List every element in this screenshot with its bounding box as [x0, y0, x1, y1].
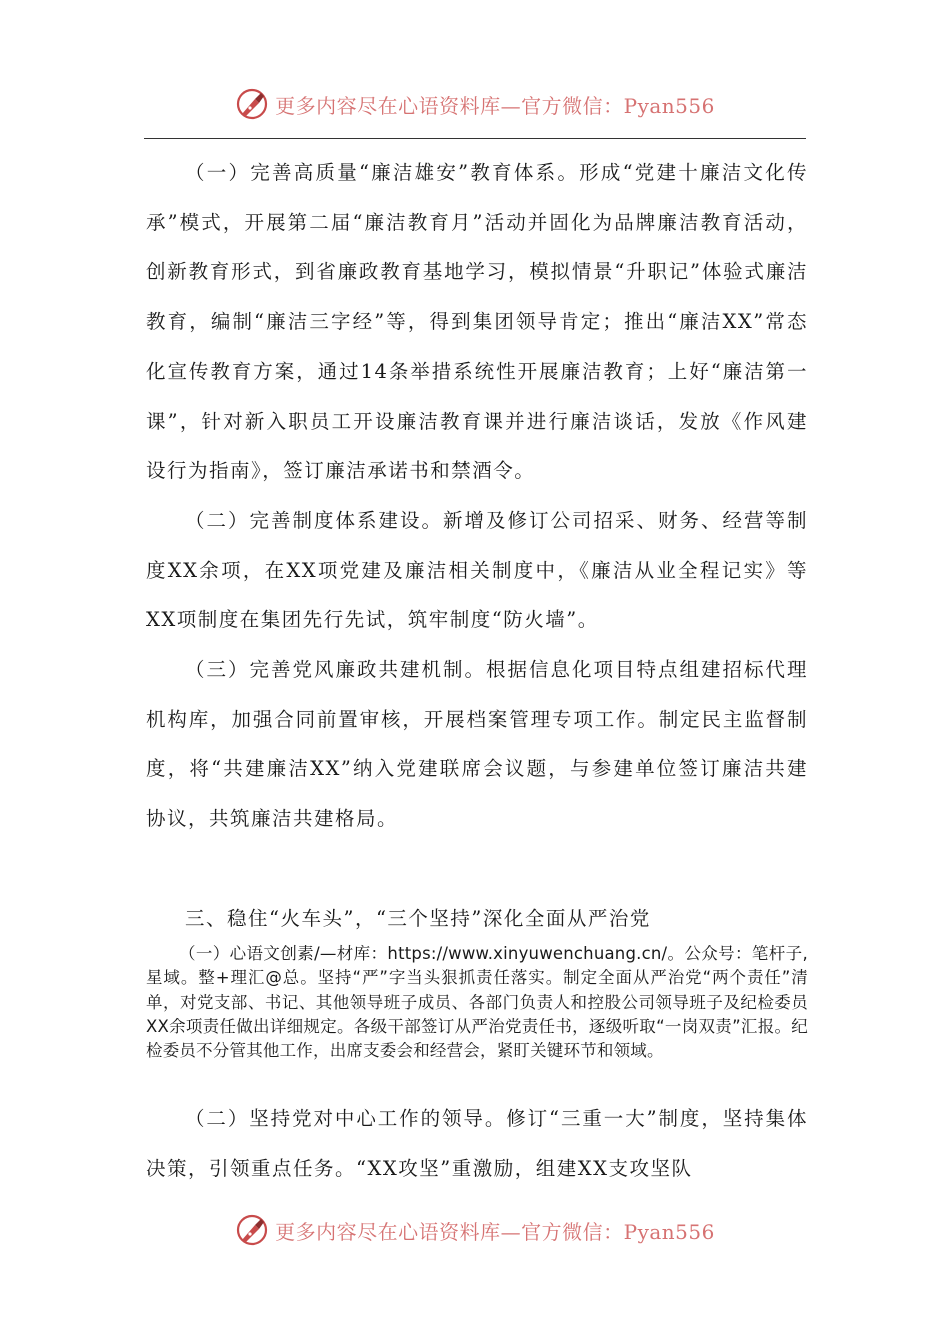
paragraph-5: （二）坚持党对中心工作的领导。修订“三重一大”制度，坚持集体决策，引领重点任务。“XX攻坚”重激励，组建XX支攻坚队 [146, 1107, 808, 1180]
watermark-banner-bottom [0, 1210, 950, 1250]
watermark-text-bottom: 更多内容尽在心语资料库—官方微信：Pyan556 [275, 1219, 715, 1244]
body-block-lower [146, 1094, 808, 1193]
paragraph-2: （二）完善制度体系建设。新增及修订公司招采、财务、经营等制度XX余项，在XX项党建及廉洁相关制度中，《廉洁从业全程记实》等XX项制度在集团先行先试，筑牢制度“防火墙”。 [146, 508, 808, 632]
pen-nib-logo-icon [235, 87, 269, 121]
section-heading-text: 三、稳住“火车头”，“三个坚持”深化全面从严治党 [185, 907, 651, 930]
section-heading [146, 894, 808, 944]
paragraph-4: （一）心语文创素/—材库：https://www.xinyuwenchuang.cn/。公众号：笔杆子,星域。整+理汇@总。坚持“严”字当头狠抓责任落实。制定全面从严治党“两个责任”清单，对党支部、书记、其他领导班子成员、各部门负责人和控股公司领导班子及纪检委员XX余项责任做出详细规定。各级干部签订从严治党责任书，逐级听取“一岗双责”汇报。纪检委员不分管其他工作，出席支委会和经营会，紧盯关键环节和领域。 [146, 944, 808, 1061]
pen-nib-logo-icon [235, 1213, 269, 1247]
body-block-upper [146, 148, 808, 844]
watermark-text-top: 更多内容尽在心语资料库—官方微信：Pyan556 [275, 93, 715, 118]
header-divider [144, 138, 806, 139]
body-block-small [146, 942, 808, 1063]
watermark-banner-top [0, 84, 950, 124]
paragraph-3: （三）完善党风廉政共建机制。根据信息化项目特点组建招标代理机构库，加强合同前置审核，开展档案管理专项工作。制定民主监督制度，将“共建廉洁XX”纳入党建联席会议题，与参建单位签订廉洁共建协议，共筑廉洁共建格局。 [146, 658, 808, 831]
paragraph-1: （一）完善高质量“廉洁雄安”教育体系。形成“党建十廉洁文化传承”模式，开展第二届“廉洁教育月”活动并固化为品牌廉洁教育活动，创新教育形式，到省廉政教育基地学习，模拟情景“升职记”体验式廉洁教育，编制“廉洁三字经”等，得到集团领导肯定；推出“廉洁XX”常态化宣传教育方案，通过14条举措系统性开展廉洁教育；上好“廉洁第一课”，针对新入职员工开设廉洁教育课并进行廉洁谈话，发放《作风建设行为指南》，签订廉洁承诺书和禁酒令。 [146, 161, 808, 483]
